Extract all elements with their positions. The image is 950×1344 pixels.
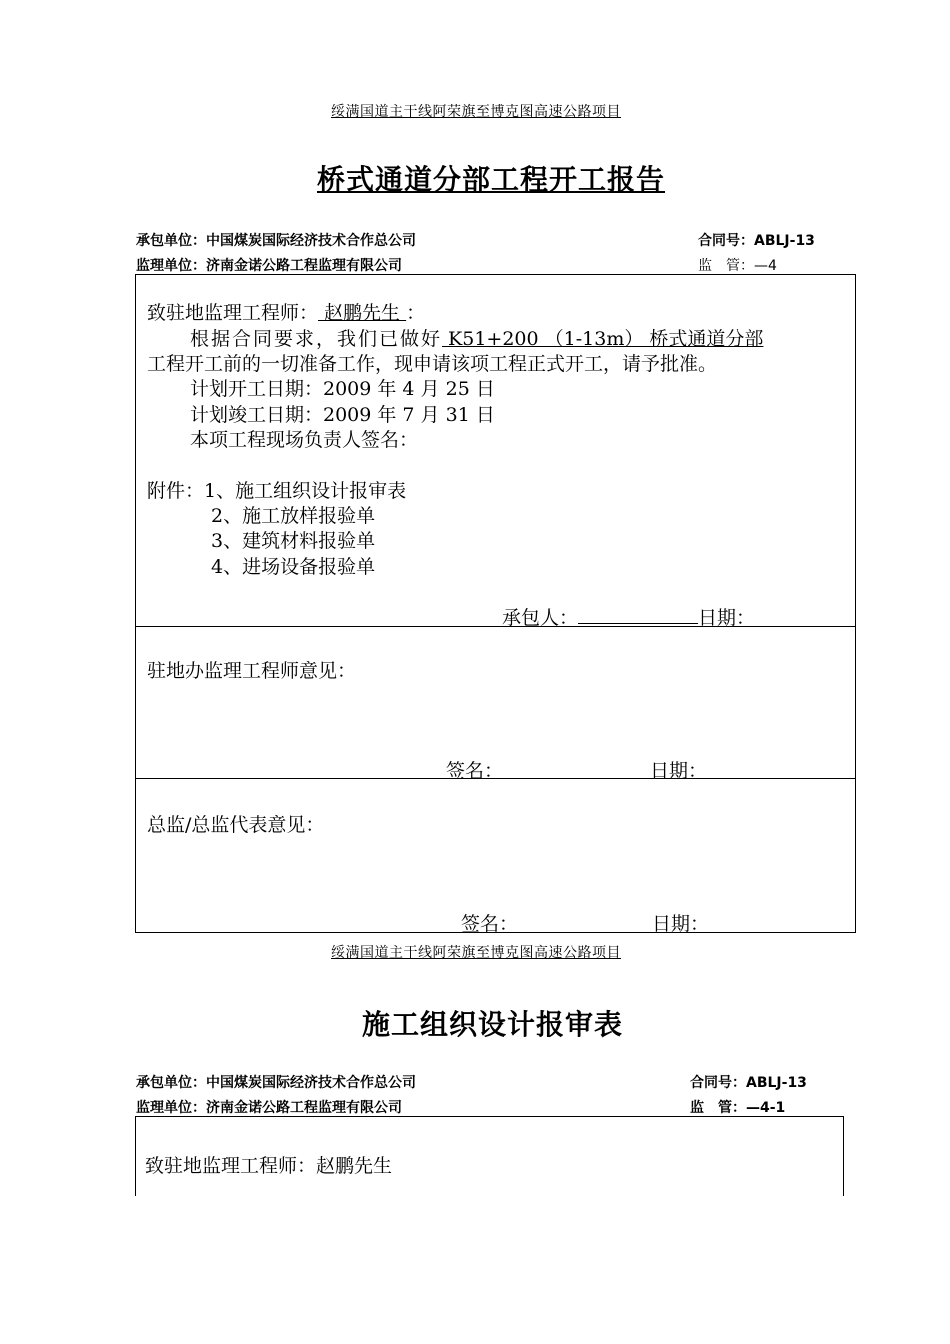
greeting-line-2: 致驻地监理工程师：赵鹏先生 [145,1155,393,1177]
form-left-border [135,1116,136,1196]
supervisor-label: 监理单位：济南金诺公路工程监理有限公司 [136,258,402,274]
contractor-signature-line [502,603,755,630]
contractor-date-label: 日期： [698,607,756,629]
chief-supervisor-opinion: 总监/总监代表意见： [147,814,325,836]
chief-sign-label: 签名： [461,913,519,935]
greeting-suffix: ： [406,302,426,324]
greeting-prefix: 致驻地监理工程师： [147,302,319,324]
request-line-1 [190,324,848,351]
contractor-sign-label: 承包人： [502,607,579,629]
request-prefix: 根据合同要求，我们已做好 [190,328,443,350]
form-top-border [135,1116,844,1117]
planned-start-date: 计划开工日期：2009 年 4 月 25 日 [190,378,495,400]
page-title-2: 施工组织设计报审表 [362,1008,624,1041]
contractor-label-2: 承包单位：中国煤炭国际经济技术合作总公司 [136,1075,416,1091]
request-line-2: 工程开工前的一切准备工作，现申请该项工程正式开工，请予批准。 [147,353,718,375]
signature-blank [578,605,698,624]
resident-date-label: 日期： [650,760,708,782]
engineer-name: 赵鹏先生 [318,302,407,324]
contract-number: 合同号：ABLJ-13 [698,233,815,249]
project-section: K51+200 （1-13m） 桥式通道分部 [442,328,764,350]
supervision-number-2: 监 管：—4-1 [690,1100,786,1116]
planned-end-date: 计划竣工日期：2009 年 7 月 31 日 [190,404,495,426]
chief-date-label: 日期： [652,913,710,935]
attachment-4: 4、进场设备报验单 [211,556,376,578]
resident-engineer-opinion: 驻地办监理工程师意见： [147,660,357,682]
form-right-border [843,1116,844,1196]
attachment-1: 附件：1、施工组织设计报审表 [147,480,407,502]
contractor-label: 承包单位：中国煤炭国际经济技术合作总公司 [136,233,416,249]
page-title [317,158,665,198]
attachment-3: 3、建筑材料报验单 [211,530,376,552]
contract-number-2: 合同号：ABLJ-13 [690,1075,807,1091]
page-title-text: 桥式通道分部工程开工报告 [317,163,666,196]
attachment-2: 2、施工放样报验单 [211,505,376,527]
site-manager-signature: 本项工程现场负责人签名： [190,429,419,451]
project-name: 绥满国道主干线阿荣旗至博克图高速公路项目 [331,104,621,120]
project-name-2: 绥满国道主干线阿荣旗至博克图高速公路项目 [331,945,621,961]
supervision-number: 监 管：—4 [698,258,777,274]
greeting-line [147,298,425,325]
supervisor-label-2: 监理单位：济南金诺公路工程监理有限公司 [136,1100,402,1116]
resident-sign-label: 签名： [446,760,504,782]
